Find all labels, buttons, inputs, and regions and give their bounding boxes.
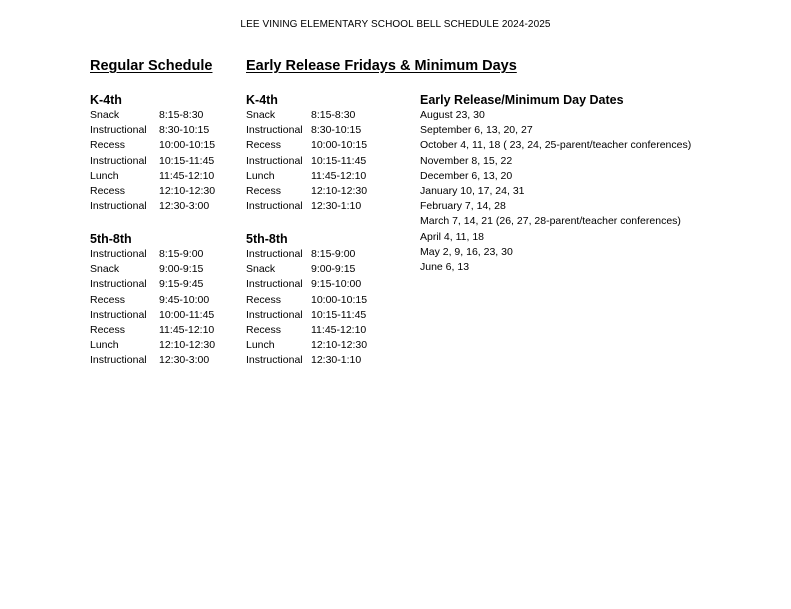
schedule-row	[246, 277, 367, 292]
period-time: 8:30-10:15	[311, 124, 362, 137]
date-item: January 10, 17, 24, 31	[420, 184, 525, 197]
period-label: Instructional	[246, 200, 303, 213]
schedule-row	[246, 138, 367, 153]
early-k4-heading: K-4th	[246, 93, 278, 107]
period-time: 8:15-9:00	[159, 248, 204, 260]
schedule-row	[90, 308, 215, 323]
period-label: Instructional	[90, 308, 147, 321]
regular-k4-table	[90, 108, 215, 214]
date-item: February 7, 14, 28	[420, 200, 506, 213]
schedule-row	[90, 199, 215, 214]
schedule-row	[246, 184, 367, 199]
period-label: Instructional	[246, 248, 303, 260]
period-time: 9:00-9:15	[311, 263, 356, 276]
schedule-row	[90, 123, 215, 138]
period-time: 10:15-11:45	[311, 154, 367, 167]
schedule-row	[90, 262, 215, 277]
period-time: 8:15-9:00	[311, 248, 356, 260]
period-label: Recess	[246, 139, 282, 152]
period-time: 10:00-10:15	[311, 293, 368, 306]
schedule-row	[246, 169, 367, 184]
period-label: Snack	[246, 263, 276, 276]
period-time: 8:15-8:30	[159, 109, 204, 121]
dates-heading: Early Release/Minimum Day Dates	[420, 93, 624, 107]
period-label: Instructional	[90, 354, 147, 367]
period-time: 12:30-1:10	[311, 200, 362, 213]
period-label: Instructional	[90, 248, 147, 260]
schedule-row	[90, 277, 215, 292]
schedule-row	[90, 323, 215, 338]
schedule-row	[246, 262, 367, 277]
period-label: Instructional	[90, 154, 147, 167]
schedule-row	[90, 338, 215, 353]
early-g58-block	[246, 231, 367, 369]
period-label: Instructional	[246, 308, 303, 321]
schedule-row	[246, 323, 367, 338]
period-label: Snack	[246, 109, 276, 121]
period-label: Recess	[246, 324, 282, 337]
period-time: 10:00-10:15	[311, 139, 368, 152]
period-time: 12:10-12:30	[311, 185, 368, 198]
period-label: Recess	[90, 293, 126, 306]
schedule-row	[246, 154, 367, 169]
period-label: Recess	[246, 185, 282, 198]
period-label: Instructional	[246, 154, 303, 167]
schedule-row	[90, 293, 215, 308]
period-label: Instructional	[90, 278, 147, 291]
regular-g58-heading: 5th-8th	[90, 232, 132, 246]
date-item: April 4, 11, 18	[420, 230, 485, 243]
early-k4-table	[246, 108, 367, 214]
schedule-row	[246, 308, 367, 323]
period-time: 11:45-12:10	[311, 324, 367, 337]
early-g58-heading: 5th-8th	[246, 232, 288, 246]
period-label: Instructional	[90, 124, 147, 137]
schedule-row	[246, 338, 367, 353]
dates-block	[420, 92, 691, 275]
period-label: Lunch	[90, 339, 119, 352]
period-time: 12:10-12:30	[311, 339, 368, 352]
date-item: September 6, 13, 20, 27	[420, 124, 533, 137]
period-time: 12:30-1:10	[311, 354, 362, 367]
period-label: Lunch	[246, 339, 275, 352]
period-time: 10:00-10:15	[159, 139, 216, 152]
period-time: 12:10-12:30	[159, 185, 216, 198]
period-time: 8:15-8:30	[311, 109, 356, 121]
regular-k4-heading: K-4th	[90, 93, 122, 107]
period-time: 11:45-12:10	[311, 169, 367, 182]
period-time: 9:00-9:15	[159, 263, 204, 276]
period-label: Instructional	[246, 354, 303, 367]
schedule-row	[90, 154, 215, 169]
period-label: Instructional	[246, 124, 303, 137]
date-item: November 8, 15, 22	[420, 154, 513, 167]
schedule-row	[90, 169, 215, 184]
date-item: December 6, 13, 20	[420, 169, 513, 182]
period-time: 12:10-12:30	[159, 339, 216, 352]
date-item: June 6, 13	[420, 260, 470, 273]
schedule-row	[90, 184, 215, 199]
date-item: August 23, 30	[420, 109, 485, 121]
regular-k4-block	[90, 92, 215, 214]
schedule-row	[246, 353, 367, 368]
period-label: Snack	[90, 109, 120, 121]
period-time: 10:15-11:45	[159, 154, 215, 167]
early-g58-table	[246, 247, 367, 369]
period-label: Recess	[90, 139, 126, 152]
early-k4-block	[246, 92, 367, 214]
page-title: LEE VINING ELEMENTARY SCHOOL BELL SCHEDULE 2024-2025	[240, 19, 551, 30]
schedule-row	[90, 108, 215, 123]
schedule-row	[246, 199, 367, 214]
period-time: 11:45-12:10	[159, 324, 215, 337]
period-time: 9:15-9:45	[159, 278, 204, 291]
period-label: Lunch	[90, 169, 119, 182]
period-label: Recess	[246, 293, 282, 306]
schedule-row	[246, 247, 367, 262]
period-label: Recess	[90, 185, 126, 198]
schedule-row	[246, 123, 367, 138]
period-label: Snack	[90, 263, 120, 276]
regular-g58-table	[90, 247, 215, 369]
period-time: 9:15-10:00	[311, 278, 362, 291]
period-time: 10:00-11:45	[159, 308, 215, 321]
period-label: Recess	[90, 324, 126, 337]
period-time: 12:30-3:00	[159, 354, 210, 367]
regular-schedule-heading: Regular Schedule	[90, 58, 213, 74]
dates-list	[420, 108, 691, 275]
schedule-row	[90, 247, 215, 262]
period-time: 8:30-10:15	[159, 124, 210, 137]
regular-g58-block	[90, 231, 215, 369]
period-time: 12:30-3:00	[159, 200, 210, 213]
date-item: March 7, 14, 21 (26, 27, 28-parent/teacher conferences)	[420, 215, 681, 228]
period-label: Lunch	[246, 169, 275, 182]
date-item: May 2, 9, 16, 23, 30	[420, 245, 513, 258]
early-release-heading: Early Release Fridays & Minimum Days	[246, 58, 517, 74]
period-label: Instructional	[246, 278, 303, 291]
date-item: October 4, 11, 18 ( 23, 24, 25-parent/teacher conferences)	[420, 139, 692, 152]
period-time: 10:15-11:45	[311, 308, 367, 321]
schedule-row	[90, 138, 215, 153]
schedule-row	[90, 353, 215, 368]
period-time: 9:45-10:00	[159, 293, 210, 306]
period-time: 11:45-12:10	[159, 169, 215, 182]
period-label: Instructional	[90, 200, 147, 213]
schedule-row	[246, 293, 367, 308]
schedule-row	[246, 108, 367, 123]
